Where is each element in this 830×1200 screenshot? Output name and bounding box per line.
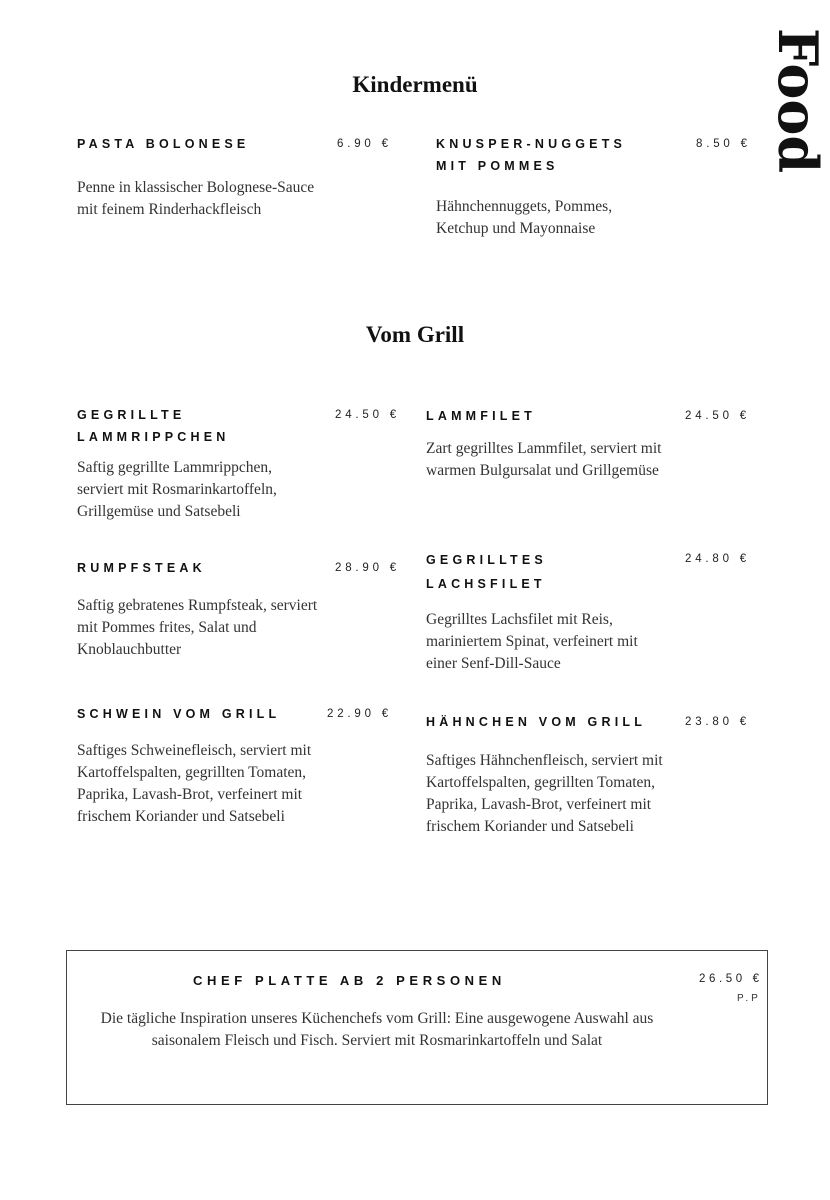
section-title-vom-grill: Vom Grill [365,322,465,347]
section-title-kindermenu: Kindermenü [352,72,478,97]
item-name: HÄHNCHEN VOM GRILL [426,715,647,729]
item-price: 8.50 € [696,138,751,150]
chef-platte-box [66,950,768,1105]
item-name: RUMPFSTEAK [77,561,206,575]
item-price: 24.80 € [685,553,750,565]
item-description: Saftig gebratenes Rumpfsteak, serviert mit Pommes frites, Salat und Knoblauchbutter [77,597,318,658]
item-description: Hähnchennuggets, Pommes, Ketchup und Mayonnaise [436,198,613,237]
item-price: 24.50 € [335,409,400,421]
chef-platte-price: 26.50 € [699,973,763,985]
item-description: Saftig gegrillte Lammrippchen, serviert mit Rosmarinkartoffeln, Grillgemüse und Satsebeli [77,459,277,520]
item-description: Zart gegrilltes Lammfilet, serviert mit warmen Bulgursalat und Grillgemüse [426,440,662,479]
item-name: LAMMFILET [426,409,537,423]
item-description: Penne in klassischer Bolognese-Sauce mit feinem Rinderhackfleisch [77,179,315,218]
item-name: GEGRILLTES LACHSFILET [426,553,547,591]
chef-platte-unit: P.P [737,993,761,1004]
food-title: Food [766,28,830,174]
item-price: 23.80 € [685,716,750,728]
item-name: KNUSPER-NUGGETS MIT POMMES [436,137,627,173]
chef-platte-name: CHEF PLATTE AB 2 PERSONEN [193,973,506,988]
item-name: PASTA BOLONESE [77,137,250,151]
chef-platte-description: Die tägliche Inspiration unseres Küchenchefs vom Grill: Eine ausgewogene Auswahl aus saisonalem Fleisch und Fisch. Serviert mit Rosmarinkartoffeln und Salat [100,1010,654,1049]
item-price: 22.90 € [327,708,392,720]
item-name: GEGRILLTE LAMMRIPPCHEN [77,408,230,444]
item-description: Saftiges Hähnchenfleisch, serviert mit Kartoffelspalten, gegrillten Tomaten, Paprika, Lavash-Brot, verfeinert mit frischem Koriander und Satsebeli [426,752,663,835]
item-price: 24.50 € [685,410,750,422]
item-price: 28.90 € [335,562,400,574]
item-name: SCHWEIN VOM GRILL [77,707,281,721]
item-price: 6.90 € [337,138,392,150]
item-description: Saftiges Schweinefleisch, serviert mit Kartoffelspalten, gegrillten Tomaten, Paprika, Lavash-Brot, verfeinert mit frischem Koriander und Satsebeli [77,742,312,825]
item-description: Gegrilltes Lachsfilet mit Reis, mariniertem Spinat, verfeinert mit einer Senf-Dill-Sauce [426,611,638,672]
